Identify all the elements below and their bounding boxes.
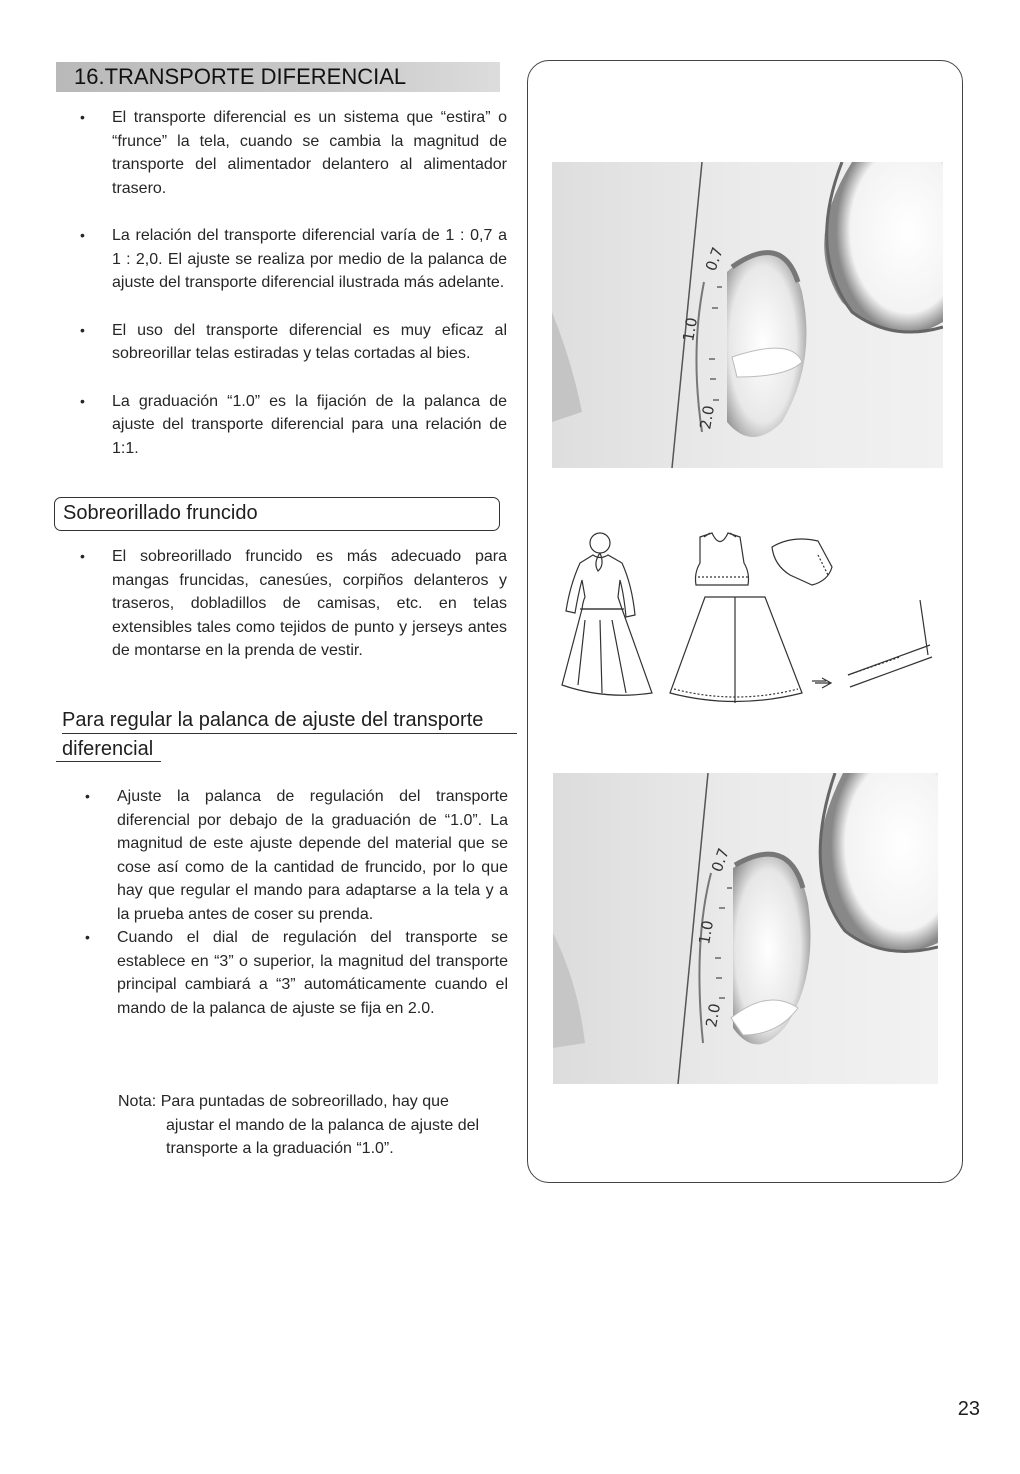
note-label: Nota: bbox=[118, 1093, 157, 1110]
note bbox=[118, 1090, 510, 1161]
dial-label-1.0: 1.0 bbox=[679, 316, 702, 343]
regulate-heading-line2: diferencial bbox=[56, 737, 161, 762]
dial-label-0.7: 0.7 bbox=[701, 244, 727, 274]
dial-label-2.0: 2.0 bbox=[702, 1002, 725, 1029]
regulate-lever-heading bbox=[62, 708, 517, 762]
gathered-bullet-list bbox=[65, 545, 507, 663]
intro-bullet-2: • La relación del transporte diferencial varía de 1 : 0,7 a 1 : 2,0. El ajuste se realiza por medio de la palanca de ajuste del transporte diferencial ilustrada más adelante. bbox=[80, 227, 507, 291]
intro-bullet-list bbox=[65, 106, 507, 460]
gathered-bullet-1: • El sobreorillado fruncido es más adecuado para mangas fruncidas, canesúes, corpiños delanteros y traseros, dobladillos de camisas, etc. en telas extensibles tales como tejidos de punto y jerseys antes de montarse en la prenda de vestir. bbox=[80, 548, 507, 659]
intro-bullet-1: • El transporte diferencial es un sistema que “estira” o “frunce” la tela, cuando se cambia la magnitud de transporte del alimentador delantero al alimentador trasero. bbox=[80, 109, 507, 197]
page-number: 23 bbox=[957, 1398, 980, 1420]
regulate-bullet-1: • Ajuste la palanca de regulación del transporte diferencial por debajo de la graduación de “1.0”. La magnitud de este ajuste depende del material que se cose así como de la cantidad de fruncido, por lo que hay que regular el mando para adaptarse a la tela y a la prueba antes de coser su prenda. bbox=[85, 788, 508, 923]
regulate-heading-line1: Para regular la palanca de ajuste del transporte bbox=[62, 708, 517, 734]
section-title: 16.TRANSPORTE DIFERENCIAL bbox=[56, 62, 500, 92]
intro-bullet-3: • El uso del transporte diferencial es muy eficaz al sobreorillar telas estiradas y telas cortadas al bies. bbox=[80, 321, 507, 362]
garment-illustration bbox=[560, 525, 945, 720]
intro-bullet-4: • La graduación “1.0” es la fijación de la palanca de ajuste del transporte diferencial para una relación de 1:1. bbox=[80, 392, 507, 457]
note-line1: Para puntadas de sobreorillado, hay que bbox=[160, 1093, 449, 1110]
dial-label-1.0: 1.0 bbox=[695, 919, 718, 946]
gathered-overlock-heading: Sobreorillado fruncido bbox=[54, 497, 500, 531]
dial-label-0.7: 0.7 bbox=[707, 845, 733, 875]
regulate-bullet-list bbox=[70, 785, 508, 1020]
regulate-bullet-2: • Cuando el dial de regulación del transporte se establece en “3” o superior, la magnitud del transporte principal cambiará a “3” automáticamente cuando el mando de la palanca de ajuste se fija en 2.0. bbox=[85, 929, 508, 1017]
dial-photo-bottom bbox=[553, 773, 938, 1084]
note-continuation: ajustar el mando de la palanca de ajuste del transporte a la graduación “1.0”. bbox=[166, 1116, 480, 1157]
dial-label-2.0: 2.0 bbox=[696, 404, 719, 431]
dial-photo-top bbox=[552, 162, 943, 468]
